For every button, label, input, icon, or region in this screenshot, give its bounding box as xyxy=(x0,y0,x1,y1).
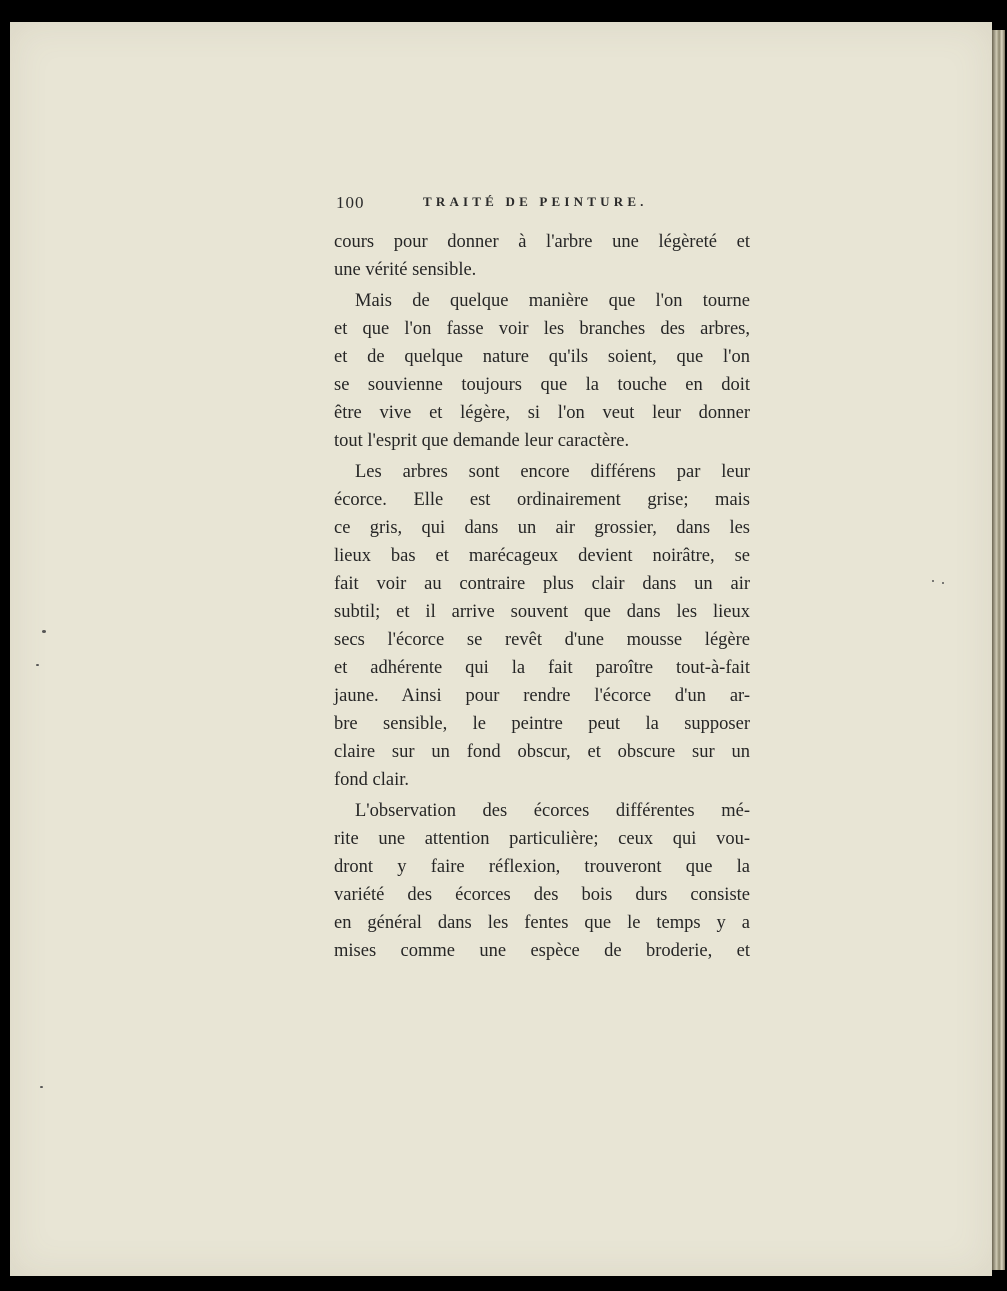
text-line: être vive et légère, si l'on veut leur donner xyxy=(334,403,750,423)
paragraph xyxy=(334,797,750,965)
text-line: variété des écorces des bois durs consiste xyxy=(334,885,750,905)
text-line: cours pour donner à l'arbre une légèreté et xyxy=(334,232,750,252)
text-line: L'observation des écorces différentes mé- xyxy=(355,801,750,821)
text-line: jaune. Ainsi pour rendre l'écorce d'un ar- xyxy=(334,686,750,706)
page-header xyxy=(336,193,756,215)
text-line: se souvienne toujours que la touche en doit xyxy=(334,375,750,395)
text-line: et que l'on fasse voir les branches des arbres, xyxy=(334,319,750,339)
text-line: fait voir au contraire plus clair dans un air xyxy=(334,574,750,594)
paragraph xyxy=(334,228,750,284)
text-line: claire sur un fond obscur, et obscure sur un xyxy=(334,742,750,762)
text-line: fond clair. xyxy=(334,770,410,790)
text-line: une vérité sensible. xyxy=(334,260,477,280)
text-line: et adhérente qui la fait paroître tout-à-fait xyxy=(334,658,750,678)
page-edge xyxy=(992,30,1005,1270)
text-line: écorce. Elle est ordinairement grise; mais xyxy=(334,490,750,510)
paragraph xyxy=(334,287,750,455)
text-line: subtil; et il arrive souvent que dans les lieux xyxy=(334,602,750,622)
text-line: ce gris, qui dans un air grossier, dans les xyxy=(334,518,750,538)
text-line: lieux bas et marécageux devient noirâtre, se xyxy=(334,546,750,566)
text-line: et de quelque nature qu'ils soient, que l'on xyxy=(334,347,750,367)
page-number: 100 xyxy=(336,193,365,212)
text-line: Les arbres sont encore différens par leur xyxy=(355,462,750,482)
dust-speck xyxy=(40,1086,43,1088)
text-line: en général dans les fentes que le temps y a xyxy=(334,913,750,933)
text-line: dront y faire réflexion, trouveront que la xyxy=(334,857,750,877)
dust-speck xyxy=(932,580,934,582)
paragraph xyxy=(334,458,750,794)
text-line: tout l'esprit que demande leur caractère. xyxy=(334,431,630,451)
text-line: bre sensible, le peintre peut la supposer xyxy=(334,714,750,734)
running-title: TRAITÉ DE PEINTURE. xyxy=(423,194,648,209)
text-line: Mais de quelque manière que l'on tourne xyxy=(355,291,750,311)
text-line: rite une attention particulière; ceux qui vou- xyxy=(334,829,750,849)
dust-speck xyxy=(36,664,39,666)
dust-speck xyxy=(942,582,944,584)
text-line: secs l'écorce se revêt d'une mousse légère xyxy=(334,630,750,650)
dust-speck xyxy=(42,630,46,633)
text-line: mises comme une espèce de broderie, et xyxy=(334,941,750,961)
body-text xyxy=(334,228,750,965)
